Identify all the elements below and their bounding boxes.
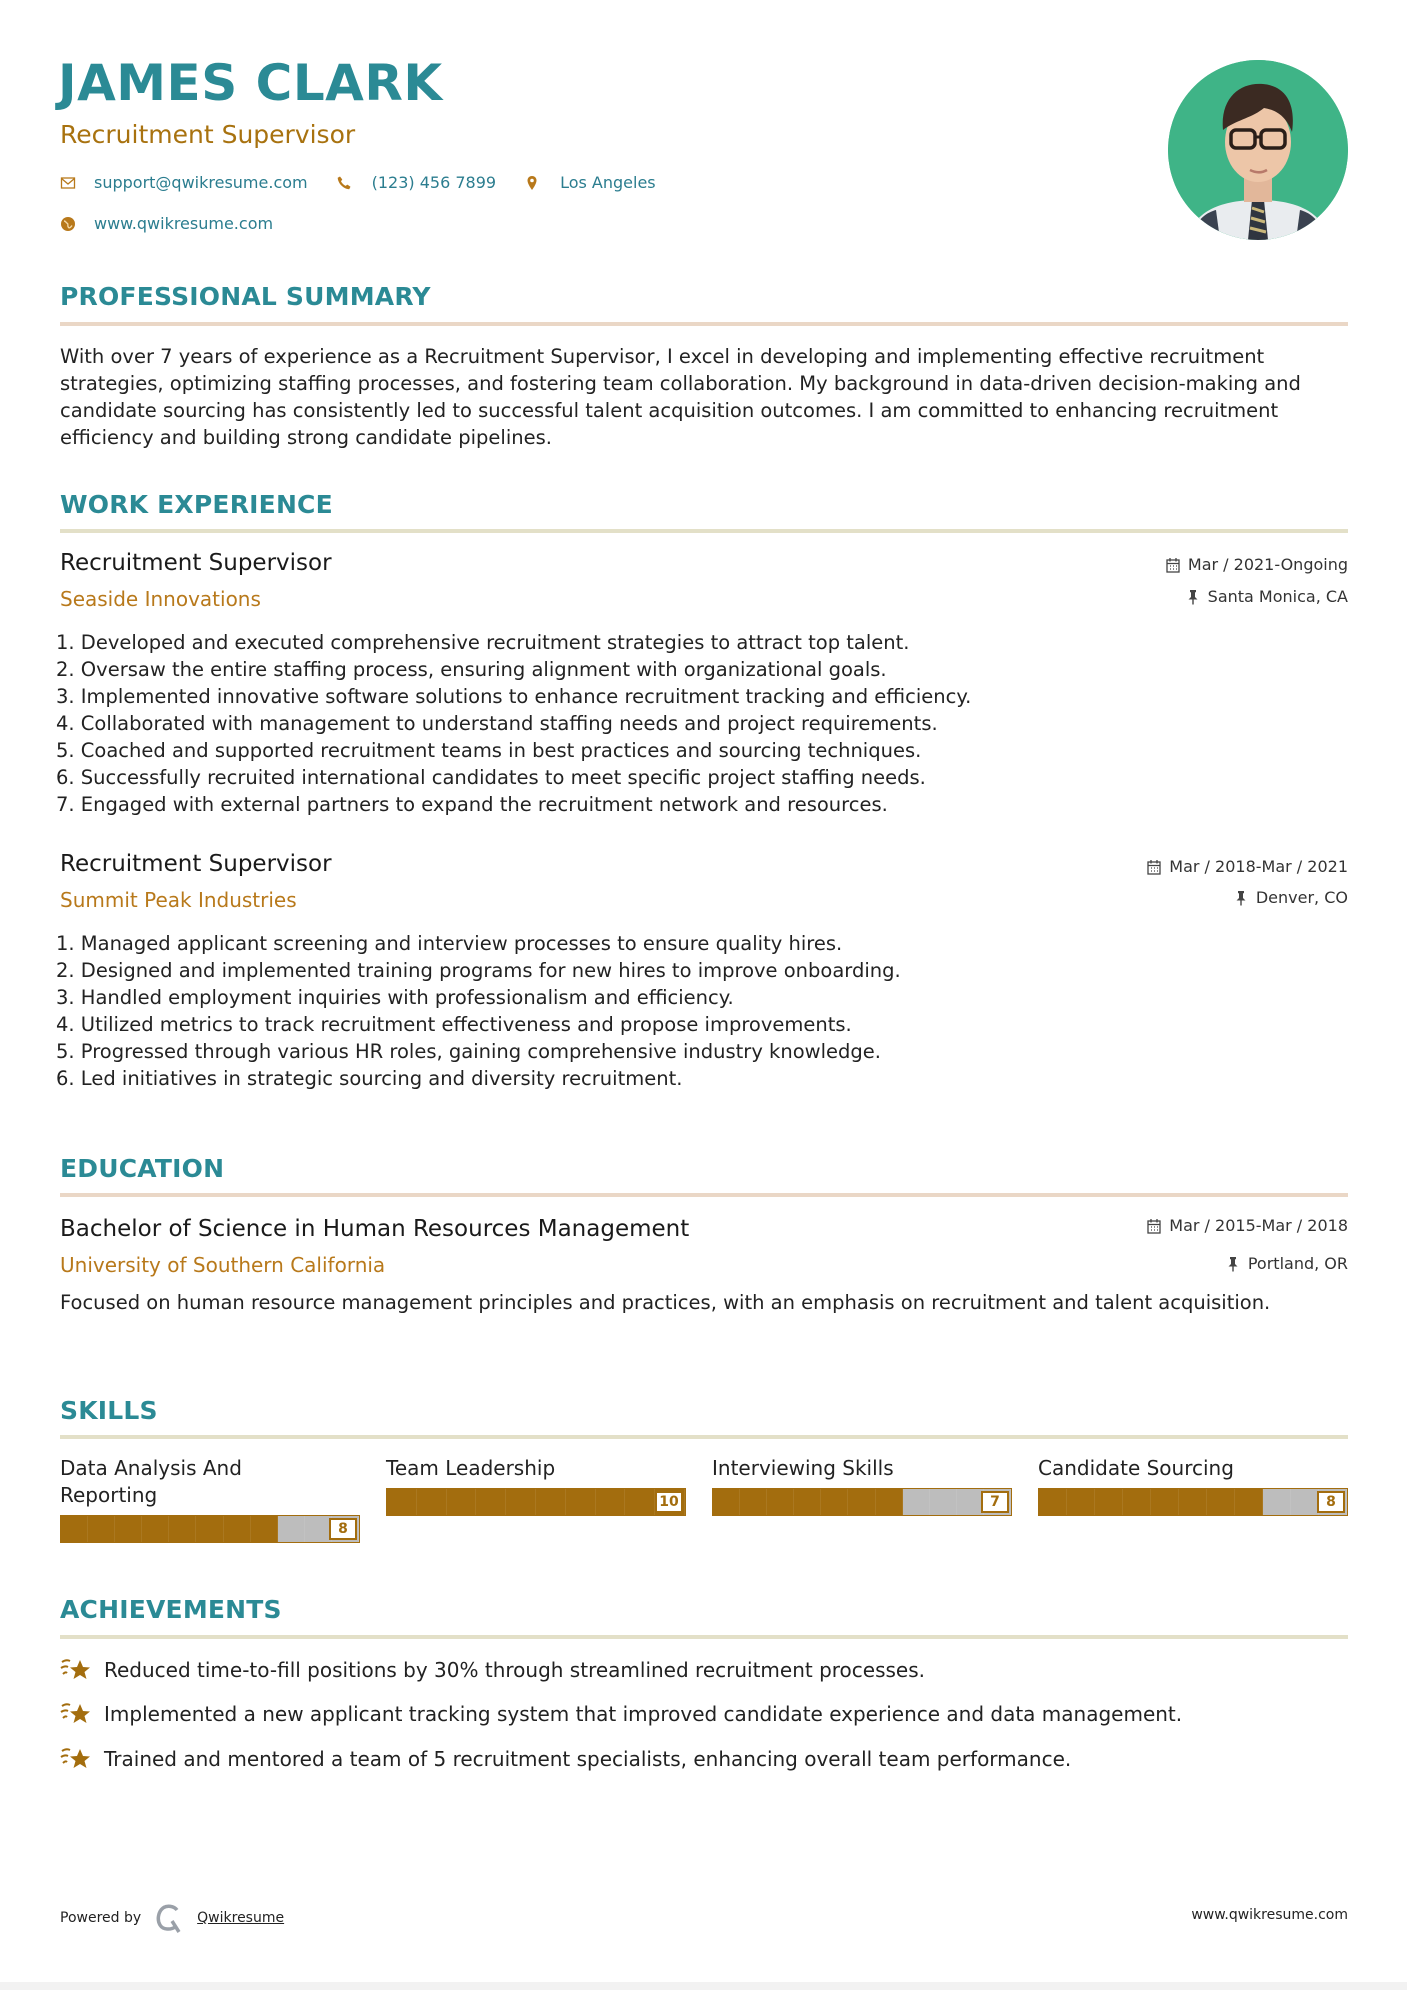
job-bullets bbox=[56, 930, 1256, 1092]
list-item: 1. Developed and executed comprehensive recruitment strategies to attract top talent. bbox=[56, 631, 910, 654]
list-item: 6. Successfully recruited international candidates to meet specific project staffing needs. bbox=[56, 766, 926, 789]
email-text: support@qwikresume.com bbox=[94, 173, 308, 192]
page-bottom-edge bbox=[0, 1982, 1407, 1990]
star-award-icon bbox=[60, 1656, 92, 1684]
education-dates: Mar / 2015-Mar / 2018 bbox=[1147, 1216, 1348, 1235]
phone-text: (123) 456 7899 bbox=[371, 173, 497, 192]
candidate-name: JAMES CLARK bbox=[58, 54, 443, 112]
list-item: 4. Utilized metrics to track recruitment effectiveness and propose improvements. bbox=[56, 1013, 852, 1036]
job-bullets bbox=[56, 629, 1256, 818]
star-award-icon bbox=[60, 1700, 92, 1728]
contact-phone[interactable] bbox=[336, 173, 496, 192]
education-description: Focused on human resource management principles and practices, with an emphasis on recruitment and talent acquisition. bbox=[60, 1291, 1271, 1314]
list-item: 5. Coached and supported recruitment teams in best practices and sourcing techniques. bbox=[56, 739, 922, 762]
skill-rating-bar bbox=[386, 1488, 686, 1516]
pushpin-icon bbox=[1226, 1256, 1240, 1272]
contact-location bbox=[524, 173, 656, 192]
skill-name: Interviewing Skills bbox=[712, 1456, 894, 1480]
footer-website[interactable]: www.qwikresume.com bbox=[1191, 1907, 1348, 1923]
list-item: 4. Collaborated with management to understand staffing needs and project requirements. bbox=[56, 712, 938, 735]
list-item: 1. Managed applicant screening and interview processes to ensure quality hires. bbox=[56, 932, 843, 955]
experience-heading: WORK EXPERIENCE bbox=[60, 490, 333, 519]
job-location: Denver, CO bbox=[1234, 888, 1348, 907]
calendar-icon bbox=[1147, 1218, 1161, 1234]
skill-item bbox=[60, 1455, 360, 1543]
skill-name: Team Leadership bbox=[386, 1456, 556, 1480]
pushpin-icon bbox=[1234, 890, 1248, 906]
contact-row-2 bbox=[60, 214, 301, 233]
list-item: 6. Led initiatives in strategic sourcing and diversity recruitment. bbox=[56, 1067, 683, 1090]
skill-name: Data Analysis And Reporting bbox=[60, 1456, 242, 1507]
profile-photo bbox=[1168, 60, 1348, 240]
star-award-icon bbox=[60, 1745, 92, 1773]
skill-score: 8 bbox=[329, 1518, 357, 1540]
calendar-icon bbox=[1166, 557, 1180, 573]
list-item: 3. Implemented innovative software solutions to enhance recruitment tracking and efficiency. bbox=[56, 685, 972, 708]
contact-email[interactable] bbox=[60, 173, 308, 192]
education-location: Portland, OR bbox=[1226, 1254, 1348, 1273]
education-heading: EDUCATION bbox=[60, 1154, 225, 1183]
skill-score: 8 bbox=[1317, 1491, 1345, 1513]
job-location: Santa Monica, CA bbox=[1186, 587, 1348, 606]
job-dates: Mar / 2021-Ongoing bbox=[1166, 555, 1348, 574]
skill-rating-bar bbox=[60, 1515, 360, 1543]
list-item: 7. Engaged with external partners to expand the recruitment network and resources. bbox=[56, 793, 888, 816]
summary-heading: PROFESSIONAL SUMMARY bbox=[60, 282, 431, 311]
job-title: Recruitment Supervisor bbox=[60, 550, 332, 576]
list-item: 5. Progressed through various HR roles, gaining comprehensive industry knowledge. bbox=[56, 1040, 881, 1063]
qwikresume-link[interactable]: Qwikresume bbox=[197, 1910, 285, 1926]
skill-score: 7 bbox=[981, 1491, 1009, 1513]
summary-text: With over 7 years of experience as a Recruitment Supervisor, I excel in developing and implementing effective recruitment strategies, optimizing staffing processes, and fostering team collaboration. My background in data-driven decision-making and candidate sourcing has consistently led to successful talent acquisition outcomes. I am committed to enhancing recruitment efficiency and building strong candidate pipelines. bbox=[60, 345, 1301, 449]
achievement-item: Implemented a new applicant tracking system that improved candidate experience and data management. bbox=[60, 1700, 1182, 1728]
job-company: Summit Peak Industries bbox=[60, 888, 297, 912]
avatar bbox=[1168, 60, 1348, 240]
skill-item bbox=[1038, 1455, 1348, 1516]
contact-website[interactable] bbox=[60, 214, 273, 233]
location-text: Los Angeles bbox=[560, 173, 656, 192]
website-text: www.qwikresume.com bbox=[94, 214, 274, 233]
calendar-icon bbox=[1147, 859, 1161, 875]
list-item: 3. Handled employment inquiries with professionalism and efficiency. bbox=[56, 986, 734, 1009]
candidate-role: Recruitment Supervisor bbox=[60, 120, 356, 149]
skill-rating-bar bbox=[712, 1488, 1012, 1516]
map-marker-icon bbox=[524, 175, 540, 191]
summary-divider bbox=[60, 322, 1348, 326]
achievements-divider bbox=[60, 1635, 1348, 1639]
envelope-icon bbox=[60, 175, 76, 191]
skill-name: Candidate Sourcing bbox=[1038, 1456, 1234, 1480]
achievements-heading: ACHIEVEMENTS bbox=[60, 1595, 282, 1624]
job-title: Recruitment Supervisor bbox=[60, 851, 332, 877]
skill-item bbox=[386, 1455, 686, 1516]
globe-icon bbox=[60, 216, 76, 232]
school-name: University of Southern California bbox=[60, 1253, 386, 1277]
experience-divider bbox=[60, 529, 1348, 533]
skills-heading: SKILLS bbox=[60, 1396, 158, 1425]
degree-title: Bachelor of Science in Human Resources Management bbox=[60, 1216, 690, 1242]
contact-row bbox=[60, 173, 684, 192]
phone-icon bbox=[336, 175, 352, 191]
job-dates: Mar / 2018-Mar / 2021 bbox=[1147, 857, 1348, 876]
education-divider bbox=[60, 1193, 1348, 1197]
skills-divider bbox=[60, 1435, 1348, 1439]
qwikresume-logo-icon bbox=[155, 1903, 183, 1933]
pushpin-icon bbox=[1186, 589, 1200, 605]
skill-score: 10 bbox=[655, 1491, 683, 1513]
list-item: 2. Oversaw the entire staffing process, ensuring alignment with organizational goals. bbox=[56, 658, 887, 681]
skill-item bbox=[712, 1455, 1012, 1516]
job-company: Seaside Innovations bbox=[60, 587, 261, 611]
achievement-item: Trained and mentored a team of 5 recruitment specialists, enhancing overall team performance. bbox=[60, 1745, 1071, 1773]
skill-rating-bar bbox=[1038, 1488, 1348, 1516]
achievement-item: Reduced time-to-fill positions by 30% through streamlined recruitment processes. bbox=[60, 1656, 925, 1684]
list-item: 2. Designed and implemented training programs for new hires to improve onboarding. bbox=[56, 959, 901, 982]
footer-powered-by: Powered by Qwikresume bbox=[60, 1903, 284, 1933]
